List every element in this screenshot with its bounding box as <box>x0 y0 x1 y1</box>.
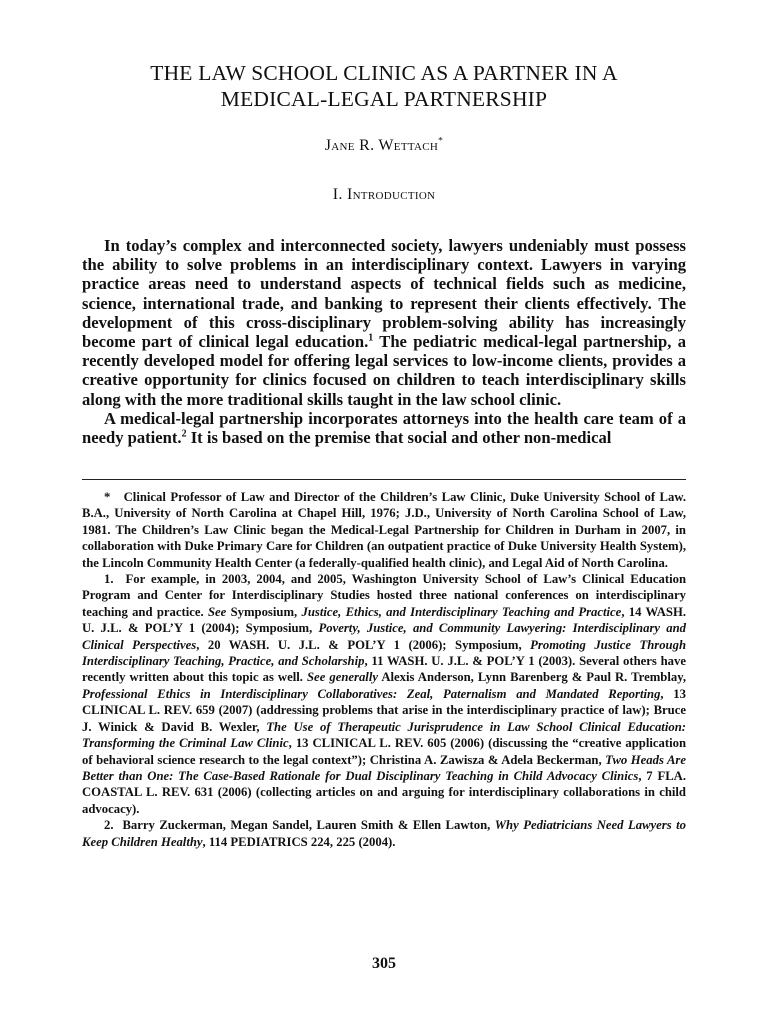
footnote-1-title-3: Promoting Justice Through Interdisciplinary Teaching, Practice, and Scholarship <box>82 637 687 669</box>
section-heading <box>82 186 686 204</box>
footnote-2 <box>82 817 686 850</box>
author-name: Jane R. Wettach <box>324 137 439 154</box>
title-line-1: THE LAW SCHOOL CLINIC AS A PARTNER IN A <box>150 61 618 85</box>
footnote-1-title-4: Professional Ethics in Interdisciplinary Collaboratives: Zeal, Paternalism and Mandated Reporting <box>82 686 661 701</box>
footnote-1-text-g: , 13 CLINICAL L. REV. 659 (2007) (addressing problems that arise in the interdisciplinary practice of law); Bruce J. Winick & David B. Wexler, <box>82 686 686 734</box>
author-footnote-mark: * <box>438 135 444 147</box>
article-title <box>82 60 686 112</box>
footnote-1-text-c: , 14 WASH. U. J.L. & POL’Y 1 (2004); Symposium, <box>82 604 687 636</box>
footnote-1-signal-see: See <box>207 604 227 619</box>
footnote-1-text-h: , 13 CLINICAL L. REV. 605 (2006) (discussing the “creative application of behavioral science research to the legal context”); Christina A. Zawisza & Adela Beckerman, <box>82 736 687 767</box>
footnote-2-number: 2. <box>104 818 114 833</box>
footnote-1-title-5: The Use of Therapeutic Jurisprudence in Law School Clinical Education: Transforming the Criminal Law Clinic <box>82 719 686 751</box>
footnote-1-text-e: , 11 WASH. U. J.L. & POL’Y 1 (2003). Several others have recently written about this topic as well. <box>82 654 686 685</box>
footnote-divider <box>82 479 686 480</box>
footnote-2-text-b: , 114 PEDIATRICS 224, 225 (2004). <box>202 834 396 849</box>
footnote-2-title-1: Why Pediatricians Need Lawyers to Keep Children Healthy <box>82 818 686 849</box>
footnote-1-signal-see-generally: See generally <box>307 670 378 685</box>
footnote-1-number: 1. <box>104 572 114 587</box>
paragraph-2 <box>82 409 686 447</box>
page-number: 305 <box>372 955 396 972</box>
author-line <box>82 137 686 155</box>
paragraph-2-text: A medical-legal partnership incorporates attorneys into the health care team of a needy patient. <box>82 408 686 448</box>
footnote-1-title-2: Poverty, Justice, and Community Lawyering: Interdisciplinary and Clinical Perspectives <box>82 621 686 652</box>
footnote-1-title-1: Justice, Ethics, and Interdisciplinary Teaching and Practice <box>301 604 622 619</box>
paragraph-2-tail: It is based on the premise that social and other non-medical <box>186 428 612 448</box>
footnote-2-text-a: Barry Zuckerman, Megan Sandel, Lauren Smith & Ellen Lawton, <box>122 818 491 833</box>
footnote-star <box>82 489 686 571</box>
paragraph-1-text: In today’s complex and interconnected society, lawyers undeniably must possess the ability to solve problems in an interdisciplinary context. Lawyers in varying practice areas need to understand aspects of technical fields such as medicine, science, international trade, and banking to represent their clients effectively. The development of this cross-disciplinary problem-solving ability has increasingly become part of clinical legal education. <box>82 236 686 352</box>
section-number: I. <box>332 186 343 203</box>
footnote-1-title-6: Two Heads Are Better than One: The Case-Based Rationale for Dual Disciplinary Teaching in Child Advocacy Clinics <box>82 752 686 783</box>
footnote-ref-1[interactable]: 1 <box>368 332 374 344</box>
footnote-1 <box>82 571 686 817</box>
footnote-star-mark: * <box>104 490 111 504</box>
footnote-1-text-d: , 20 WASH. U. J.L. & POL’Y 1 (2006); Symposium, <box>196 637 522 652</box>
footnotes <box>82 489 686 850</box>
paragraph-1-tail: The pediatric medical-legal partnership, a recently developed model for offering legal services to low-income clients, provides a creative opportunity for clinics focused on children to teach interdisciplinary skills along with the more traditional skills taught in the law school clinic. <box>82 332 686 409</box>
section-title: Introduction <box>346 186 436 203</box>
footnote-ref-2[interactable]: 2 <box>181 428 187 440</box>
footnote-star-text: Clinical Professor of Law and Director of the Children’s Law Clinic, Duke University School of Law. B.A., University of North Carolina at Chapel Hill, 1976; J.D., University of North Carolina School of Law, 1981. The Children’s Law Clinic began the Medical-Legal Partnership for Children in Durham in 2007, in collaboration with Duke Primary Care for Children (an outpatient practice of Duke University Health System), the Lincoln Community Health Center (a federally-qualified health clinic), and Legal Aid of North Carolina. <box>82 490 686 570</box>
footnote-1-text-a: For example, in 2003, 2004, and 2005, Washington University School of Law’s Clinical Education Program and Center for Interdisciplinary Studies hosted three national conferences on interdisciplinary teaching and practice. <box>82 572 687 619</box>
footnote-1-text-b: Symposium, <box>230 604 298 619</box>
body-text <box>82 236 686 447</box>
title-line-2: MEDICAL-LEGAL PARTNERSHIP <box>220 87 548 111</box>
footnote-1-text-f: Alexis Anderson, Lynn Barenberg & Paul R. Tremblay, <box>381 670 687 685</box>
footnote-1-text-i: , 7 FLA. COASTAL L. REV. 631 (2006) (collecting articles on and arguing for interdisciplinary collaborations in child advocacy). <box>82 768 686 816</box>
paragraph-1 <box>82 236 686 409</box>
